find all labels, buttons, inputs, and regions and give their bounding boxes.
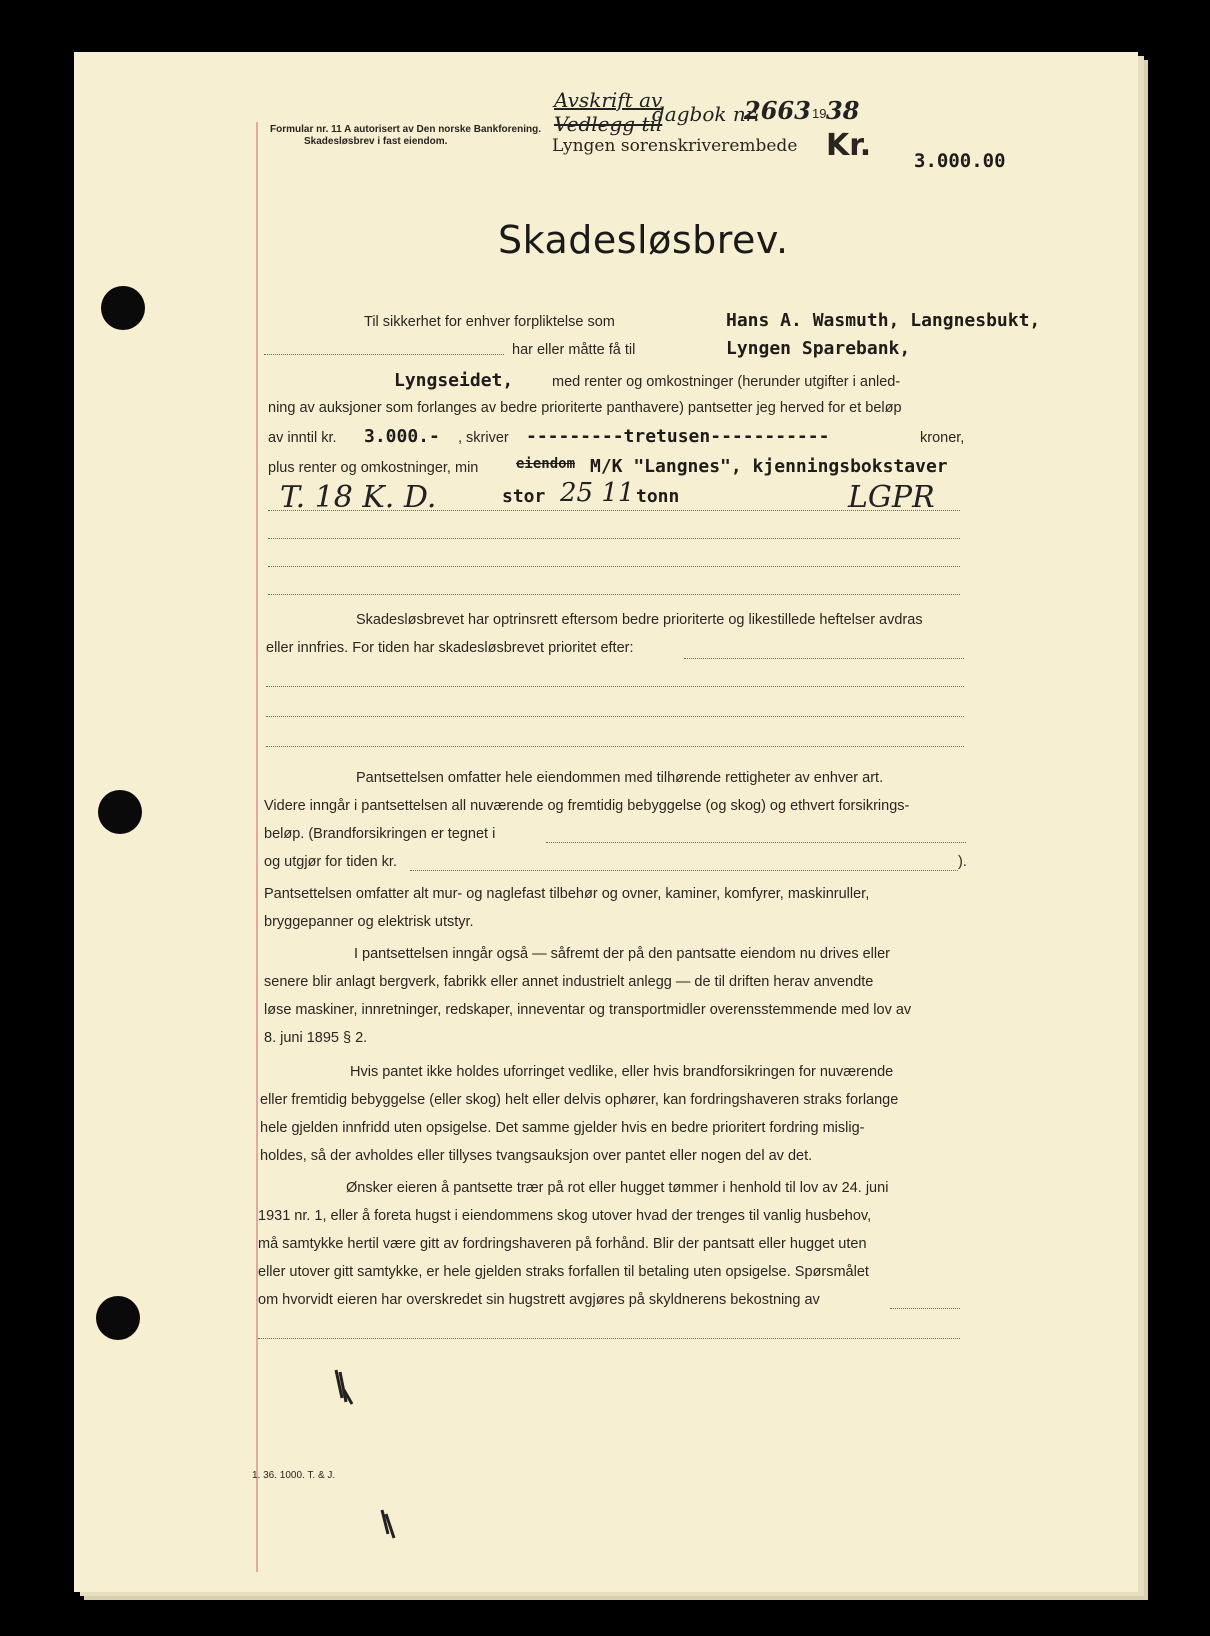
formular-line-1: Formular nr. 11 A autorisert av Den norske Bankforening. — [270, 124, 542, 135]
pledge-amount: 3.000.- — [364, 426, 440, 447]
para1-line1: Skadesløsbrevet har optrinsrett eftersom bedre prioriterte og likestillede heftelser avdras — [356, 612, 923, 628]
vessel-description: M/K "Langnes", kjenningsbokstaver — [590, 456, 948, 477]
form-line-1-label: Til sikkerhet for enhver forpliktelse som — [364, 314, 615, 330]
dotted-line — [258, 1338, 960, 1339]
dotted-line — [266, 686, 964, 687]
office-name: Lyngen sorenskriverembede — [552, 136, 798, 156]
para6-line5: om hvorvidt eieren har overskredet sin hugstrett avgjøres på skyldnerens bekostning av — [258, 1292, 820, 1308]
stor-label: stor — [502, 486, 546, 507]
document-page — [74, 52, 1138, 1592]
ink-mark — [376, 1508, 402, 1542]
dotted-line — [268, 538, 960, 539]
form-line-5-skriver: , skriver — [458, 430, 509, 446]
vedlegg-label: Vedlegg til — [554, 112, 663, 136]
amount-in-words: ---------tretusen----------- — [526, 426, 830, 447]
para3-line1: Pantsettelsen omfatter alt mur- og naglefast tilbehør og ovner, kaminer, komfyrer, maskinruller, — [264, 886, 870, 902]
para6-line2: 1931 nr. 1, eller å foreta hugst i eiendommens skog utover hvad der trenges til vanlig husbehov, — [258, 1208, 872, 1224]
handwritten-callsign: LGPR — [848, 480, 935, 515]
document-title: Skadesløsbrev. — [498, 218, 789, 262]
para2-line4-end: ). — [958, 854, 967, 870]
para6-line1: Ønsker eieren å pantsette trær på rot eller hugget tømmer i henhold til lov av 24. juni — [346, 1180, 889, 1196]
para5-line4: holdes, så der avholdes eller tillyses tvangsauksjon over pantet eller nogen del av det. — [260, 1148, 813, 1164]
form-line-2-label: har eller måtte få til — [512, 342, 636, 358]
para5-line3: hele gjelden innfridd uten opsigelse. Det samme gjelder hvis en bedre prioritert fordring mislig- — [260, 1120, 865, 1136]
para5-line1: Hvis pantet ikke holdes uforringet vedlike, eller hvis brandforsikringen for nuværende — [350, 1064, 894, 1080]
year-printed: 19 — [812, 106, 827, 121]
dotted-line — [268, 594, 960, 595]
punch-hole — [98, 790, 142, 834]
para2-line2: Videre inngår i pantsettelsen all nuværende og fremtidig bebyggelse (og skog) og ethvert forsikrings- — [264, 798, 910, 814]
dotted-line — [264, 354, 504, 355]
dotted-line — [266, 716, 964, 717]
para2-line3: beløp. (Brandforsikringen er tegnet i — [264, 826, 496, 842]
handwritten-tonnage: 25 11 — [560, 478, 635, 508]
tonn-label: tonn — [636, 486, 680, 507]
dotted-line — [410, 870, 958, 871]
kr-label: Kr. — [826, 128, 872, 163]
form-line-5-kroner: kroner, — [920, 430, 965, 446]
form-line-5-label: av inntil kr. — [268, 430, 337, 446]
dotted-line — [684, 658, 964, 659]
dotted-line — [268, 566, 960, 567]
form-line-4-text: ning av auksjoner som forlanges av bedre prioriterte panthavere) pantsetter jeg herved for et beløp — [268, 400, 902, 416]
print-code: 1. 36. 1000. T. & J. — [252, 1470, 336, 1481]
form-line-3-text: med renter og omkostninger (herunder utgifter i anled- — [552, 374, 901, 390]
para6-line4: eller utover gitt samtykke, er hele gjelden straks forfallen til betaling uten opsigelse. Spørsmålet — [258, 1264, 869, 1280]
formular-line-2: Skadesløsbrev i fast eiendom. — [304, 136, 448, 147]
avskrift-label: Avskrift av — [554, 88, 663, 112]
creditor-place: Lyngseidet, — [394, 370, 514, 391]
para5-line2: eller fremtidig bebyggelse (eller skog) helt eller delvis ophører, kan fordringshaveren straks forlange — [260, 1092, 899, 1108]
para4-line4: 8. juni 1895 § 2. — [264, 1030, 368, 1046]
dotted-line — [268, 510, 960, 511]
struck-word: eiendom — [516, 456, 576, 472]
dotted-line — [890, 1308, 960, 1309]
para2-line4: og utgjør for tiden kr. — [264, 854, 397, 870]
punch-hole — [96, 1296, 140, 1340]
para6-line3: må samtykke hertil være gitt av fordringshaveren på forhånd. Blir der pantsatt eller hugget uten — [258, 1236, 867, 1252]
para4-line3: løse maskiner, innretninger, redskaper, inneventar og transportmidler overensstemmende med lov av — [264, 1002, 912, 1018]
margin-line — [256, 122, 258, 1572]
para4-line1: I pantsettelsen inngår også — såfremt der på den pantsatte eiendom nu drives eller — [354, 946, 891, 962]
dotted-line — [546, 842, 966, 843]
year-handwritten: 38 — [826, 96, 860, 125]
para4-line2: senere blir anlagt bergverk, fabrikk eller annet industrielt anlegg — de til driften herav anvendte — [264, 974, 874, 990]
para1-line2: eller innfries. For tiden har skadesløsbrevet prioritet efter: — [266, 640, 634, 656]
dagbok-label: dagbok nr. — [652, 102, 760, 126]
punch-hole — [101, 286, 145, 330]
para2-line1: Pantsettelsen omfatter hele eiendommen med tilhørende rettigheter av enhver art. — [356, 770, 884, 786]
handwritten-registration: T. 18 K. D. — [280, 480, 437, 515]
header-amount: 3.000.00 — [914, 150, 1006, 172]
creditor-name: Lyngen Sparebank, — [726, 338, 911, 359]
dotted-line — [266, 746, 964, 747]
ink-mark — [330, 1368, 360, 1408]
para3-line2: bryggepanner og elektrisk utstyr. — [264, 914, 474, 930]
form-line-6-label: plus renter og omkostninger, min — [268, 460, 479, 476]
debtor-name: Hans A. Wasmuth, Langnesbukt, — [726, 310, 1041, 331]
dagbok-number: 2663 — [744, 96, 811, 125]
